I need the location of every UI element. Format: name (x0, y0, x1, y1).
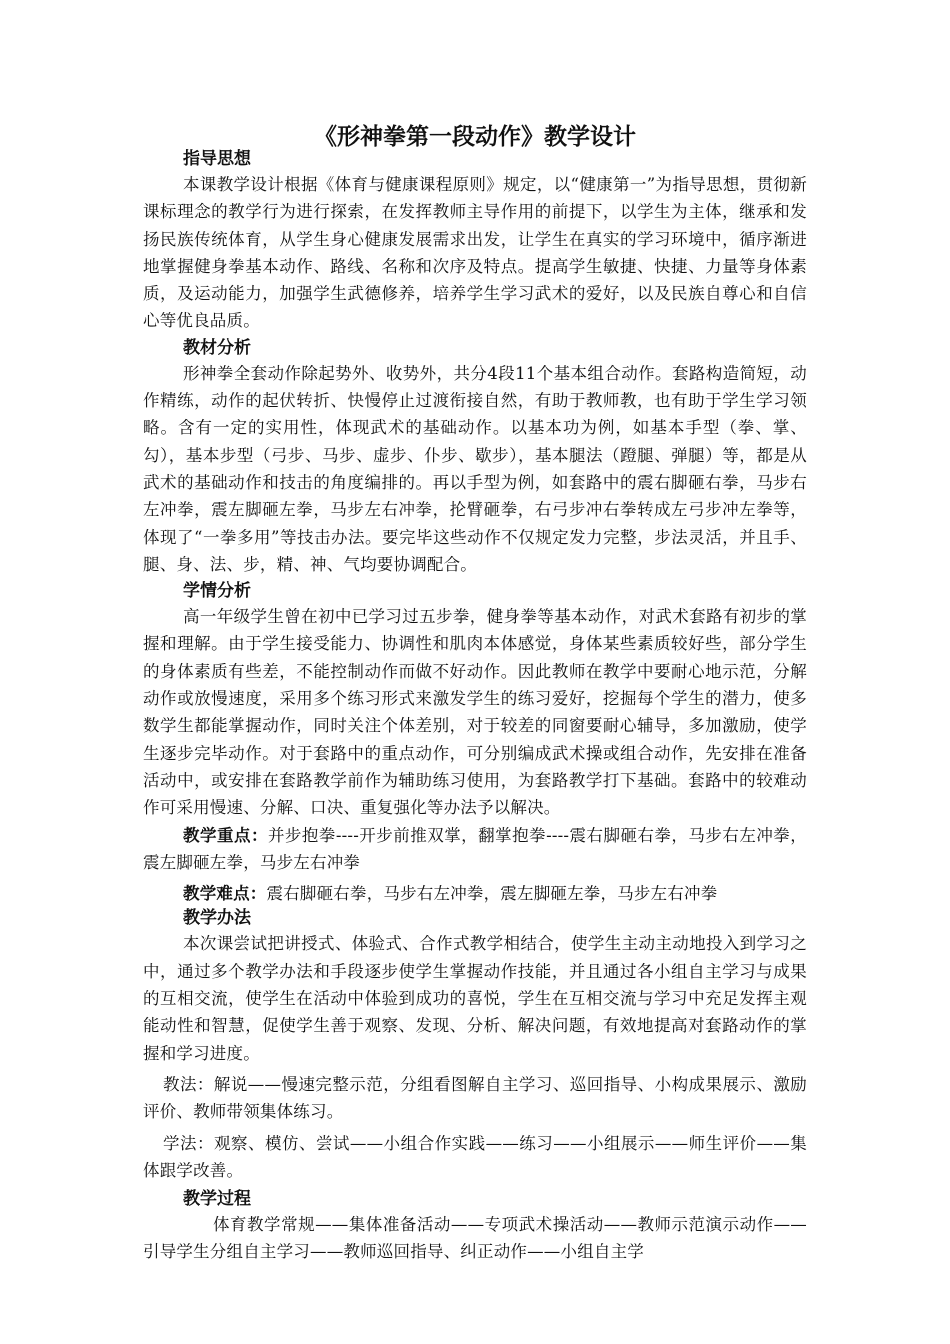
section-text-methods: 本次课尝试把讲授式、体验式、合作式教学相结合，使学生主动主动地投入到学习之中，通过多个教学办法和手段逐步使学生掌握动作技能，并且通过各小组自主学习与成果的互相交流，使学生在活动中体验到成功的喜悦，学生在互相交流与学习中充足发挥主观能动性和智慧，促使学生善于观察、发现、分析、解决问题，有效地提高对套路动作的掌握和学习进度。 (143, 934, 807, 1063)
section-heading-guiding: 指导思想 (183, 149, 251, 169)
difficulties-text: 震右脚砸右拳，马步右左冲拳，震左脚砸左拳，马步左右冲拳 (266, 884, 718, 904)
document-title: 《形神拳第一段动作》教学设计 (314, 124, 636, 150)
teaching-method-text: 教法：解说——慢速完整示范，分组看图解自主学习、巡回指导、小构成果展示、激励评价、教师带领集体练习。 (143, 1074, 807, 1122)
section-text-students: 高一年级学生曾在初中已学习过五步拳，健身拳等基本动作，对武术套路有初步的掌握和理解。由于学生接受能力、协调性和肌肉本体感觉，身体某些素质较好些，部分学生的身体素质有些差，不能控制动作而做不好动作。因此教师在教学中要耐心地示范，分解动作或放慢速度，采用多个练习形式来激发学生的练习爱好，挖掘每个学生的潜力，使多数学生都能掌握动作，同时关注个体差别，对于较差的同窗要耐心辅导，多加激励，使学生逐步完毕动作。对于套路中的重点动作，可分别编成武术操或组合动作，先安排在准备活动中，或安排在套路教学前作为辅助练习使用，为套路教学打下基础。套路中的较难动作可采用慢速、分解、口决、重复强化等办法予以解决。 (143, 607, 807, 818)
learning-method-text: 学法：观察、模仿、尝试——小组合作实践——练习——小组展示——师生评价——集体跟学改善。 (143, 1133, 807, 1180)
section-heading-material: 教材分析 (183, 337, 251, 358)
section-heading-students: 学情分析 (183, 581, 251, 602)
key-points-paragraph (143, 822, 807, 877)
difficulties-label: 教学难点： (183, 884, 267, 904)
document-body (143, 148, 807, 1266)
section-text-guiding: 本课教学设计根据《体育与健康课程原则》规定，以“健康第一”为指导思想，贯彻新课标理念的教学行为进行探索，在发挥教师主导作用的前提下，以学生为主体，继承和发扬民族传统体育，从学生身心健康发展需求出发，让学生在真实的学习环境中，循序渐进地掌握健身拳基本动作、路线、名称和次序及特点。提高学生敏捷、快捷、力量等身体素质，及运动能力，加强学生武德修养，培养学生学习武术的爱好，以及民族自尊心和自信心等优良品质。 (143, 175, 807, 331)
key-points-label: 教学重点： (183, 825, 268, 845)
difficulties-paragraph (143, 880, 807, 907)
section-heading-process: 教学过程 (183, 1189, 251, 1210)
key-points-text: 并步抱拳----开步前推双掌，翻掌抱拳----震右脚砸右拳，马步右左冲拳，震左脚砸左拳，马步左右冲拳 (143, 825, 807, 872)
section-heading-methods: 教学办法 (183, 908, 251, 929)
section-text-process: 体育教学常规——集体准备活动——专项武术操活动——教师示范演示动作——引导学生分组自主学习——教师巡回指导、纠正动作——小组自主学 (143, 1215, 807, 1262)
section-text-material: 形神拳全套动作除起势外、收势外，共分4段11个基本组合动作。套路构造简短，动作精练，动作的起伏转折、快慢停止过渡衔接自然，有助于教师教，也有助于学生学习领略。含有一定的实用性，体现武术的基础动作。以基本功为例，如基本手型（拳、掌、勾），基本步型（弓步、马步、虚步、仆步、歇步），基本腿法（蹬腿、弹腿）等，都是从武术的基础动作和技击的角度编排的。再以手型为例，如套路中的震右脚砸右拳，马步右左冲拳，震左脚砸左拳，马步左右冲拳，抡臂砸拳，右弓步冲右拳转成左弓步冲左拳等，体现了“一拳多用”等技击办法。要完毕这些动作不仅规定发力完整，步法灵活，并且手、腿、身、法、步，精、神、气均要协调配合。 (143, 363, 807, 574)
